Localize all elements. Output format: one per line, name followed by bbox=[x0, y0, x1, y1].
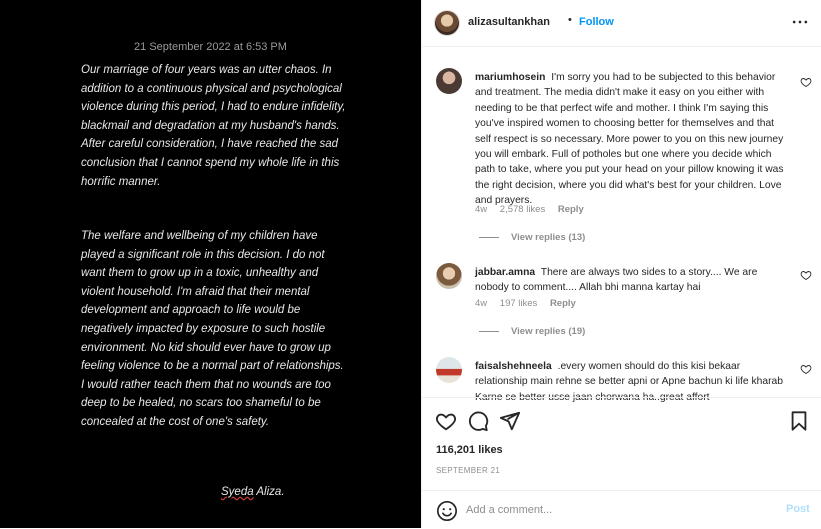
signature-last-name: Aliza. bbox=[256, 486, 285, 498]
likes-count[interactable]: 116,201 likes bbox=[436, 444, 503, 456]
comment-text: I'm sorry you had to be subjected to this behavior and treatment. The media didn't make it easy on you either with needing to be that perfect wife and mother. I think I'm saying this you've inspired women to choosing better for themselves and that self respect is so necessary. More power to you on this new journey you will embark. Full of potholes but one where you decide which path to take, where you put your head on your pillow knowing it was the right decision, where you did what's best for your children. Love and prayers. bbox=[475, 72, 784, 207]
view-replies-label: View replies (13) bbox=[511, 232, 586, 243]
signature-first-name: Syeda bbox=[221, 486, 254, 498]
comment-like-icon[interactable] bbox=[800, 269, 812, 281]
comment-text: .every women should do this kisi bekaar relationship main rehne se better apni or Apne bachun ki life kharab Karne se better usse jaan chorwana ha..great affort bbox=[475, 361, 783, 403]
post-actions bbox=[422, 397, 821, 528]
add-comment-bar bbox=[422, 490, 821, 529]
comment-likes[interactable]: 197 likes bbox=[499, 298, 538, 309]
comment-like-icon[interactable] bbox=[800, 76, 812, 88]
view-replies-button[interactable] bbox=[479, 326, 585, 337]
bookmark-icon[interactable] bbox=[788, 410, 810, 432]
comment-username[interactable]: jabbar.amna bbox=[475, 267, 536, 278]
view-replies-line bbox=[479, 331, 499, 332]
post-header bbox=[422, 0, 821, 47]
post-paragraph-2: The welfare and wellbeing of my children have played a significant role in this decision. I do not want them to grow up in a toxic, unhealthy and violent household. I'm afraid that their mental development and approach to life would be negatively impacted by exposure to such hostile environment. No kid should ever have to grow up feeling violence to be a normal part of relationships. I would rather teach them that no wounds are too deep to be healed, no scars too shameful to be concealed at the cost of one's safety. bbox=[81, 230, 344, 428]
comment-like-icon[interactable] bbox=[800, 363, 812, 375]
view-replies-line bbox=[479, 237, 499, 238]
heart-icon[interactable] bbox=[435, 410, 457, 432]
author-username[interactable]: alizasultankhan bbox=[468, 16, 550, 28]
comment-meta bbox=[475, 204, 594, 215]
comment-age: 4w bbox=[475, 298, 488, 309]
comment-age: 4w bbox=[475, 204, 488, 215]
post-date: SEPTEMBER 21 bbox=[436, 466, 501, 475]
view-replies-label: View replies (19) bbox=[511, 326, 586, 337]
comment-body bbox=[475, 265, 785, 296]
comments-list[interactable] bbox=[422, 48, 821, 403]
post-comment-button[interactable]: Post bbox=[786, 503, 810, 515]
commenter-avatar[interactable] bbox=[436, 263, 462, 289]
comment-username[interactable]: mariumhosein bbox=[475, 72, 546, 83]
reply-button[interactable]: Reply bbox=[557, 204, 584, 215]
comment-input[interactable] bbox=[466, 499, 766, 521]
view-replies-button[interactable] bbox=[479, 232, 585, 243]
more-horizontal-icon[interactable] bbox=[790, 12, 810, 32]
reply-button[interactable]: Reply bbox=[549, 298, 576, 309]
follow-button[interactable]: Follow bbox=[579, 16, 614, 28]
post-paragraph-1: Our marriage of four years was an utter chaos. In addition to a continuous physical and psychological violence during this period, I had to endure infidelity, blackmail and degradation at my husband's hands. After careful consideration, I have reached the sad conclusion that I cannot spend my whole life in this horrific manner. bbox=[81, 64, 346, 188]
header-separator: • bbox=[568, 14, 572, 26]
commenter-avatar[interactable] bbox=[436, 357, 462, 383]
share-icon[interactable] bbox=[499, 410, 521, 432]
comment-body bbox=[475, 70, 785, 209]
comment-likes[interactable]: 2,578 likes bbox=[499, 204, 546, 215]
post-image-date: 21 September 2022 at 6:53 PM bbox=[134, 41, 287, 53]
comment-icon[interactable] bbox=[467, 410, 489, 432]
comment-meta bbox=[475, 298, 586, 309]
comment-username[interactable]: faisalshehneela bbox=[475, 361, 552, 372]
post-signature bbox=[221, 486, 285, 498]
author-avatar[interactable] bbox=[434, 10, 460, 36]
post-side-panel bbox=[421, 0, 820, 528]
comment-text: There are always two sides to a story.... We are nobody to comment.... Allah bhi manna kartay hai bbox=[475, 267, 758, 294]
emoji-icon[interactable] bbox=[436, 500, 458, 522]
commenter-avatar[interactable] bbox=[436, 68, 462, 94]
